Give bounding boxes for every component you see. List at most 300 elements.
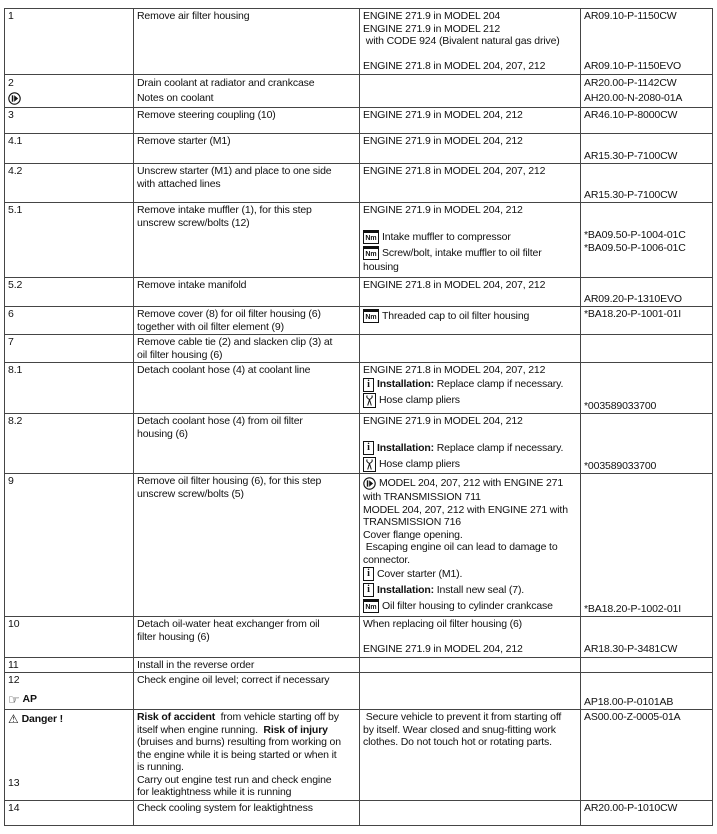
condition-cell: [360, 474, 581, 616]
cell-line: [8, 336, 130, 349]
cell-line: [584, 60, 709, 73]
cell-line: [137, 749, 356, 762]
document-cell: [581, 673, 712, 709]
cell-line: [8, 618, 130, 631]
cell-text: Remove starter (M1): [137, 135, 231, 147]
cell-line: [584, 293, 709, 306]
step-cell: [5, 108, 134, 133]
cell-line: [584, 802, 709, 815]
cell-line: [584, 603, 709, 616]
cell-line: [584, 308, 709, 321]
description-cell: [134, 203, 360, 277]
cell-line: [8, 692, 130, 708]
step-cell: [5, 658, 134, 673]
document-cell: [581, 108, 712, 133]
cell-text: unscrew screw/bolts (12): [137, 216, 250, 229]
cell-line: [363, 279, 577, 292]
cell-line: [137, 165, 356, 178]
cell-text: Detach coolant hose (4) from oil filter: [137, 415, 303, 427]
cell-line: [8, 308, 130, 321]
torque-nm-icon: Nm: [363, 230, 379, 244]
condition-cell: [360, 203, 581, 277]
cell-line: [584, 10, 709, 23]
description-cell: [134, 414, 360, 473]
cell-line: [363, 415, 577, 428]
table-row: [5, 363, 712, 414]
cell-line: [137, 618, 356, 631]
condition-cell: [360, 9, 581, 74]
cell-text: Hose clamp pliers: [379, 394, 460, 407]
cell-text: When replacing oil filter housing (6): [363, 618, 523, 630]
cell-text: Installation: Replace clamp if necessary.: [377, 441, 564, 454]
description-cell: [134, 710, 360, 800]
cell-text: Threaded cap to oil filter housing: [382, 309, 530, 322]
cell-line: [137, 724, 356, 737]
cell-text: AR09.10-P-1150EVO: [584, 60, 682, 72]
cell-line: [8, 659, 130, 672]
cell-text: 5.2: [8, 279, 23, 291]
table-row: [5, 474, 712, 617]
cell-text: Remove intake muffler (1), for this step: [137, 204, 312, 216]
description-cell: [134, 474, 360, 616]
cell-text: MODEL 204, 207, 212 with ENGINE 271: [379, 476, 564, 489]
cell-text: Check engine oil level; correct if necessary: [137, 674, 330, 686]
document-cell: [581, 203, 712, 277]
table-row: [5, 617, 712, 658]
description-cell: [134, 801, 360, 825]
cell-text: 10: [8, 618, 20, 630]
description-cell: [134, 617, 360, 657]
cell-line: [8, 765, 130, 778]
document-cell: [581, 363, 712, 413]
cell-text: *BA18.20-P-1001-01I: [584, 308, 681, 320]
cell-text: 9: [8, 475, 14, 487]
document-cell: [581, 617, 712, 657]
cell-text: ENGINE 271.9 in MODEL 204, 212: [363, 204, 523, 216]
cell-line: [137, 217, 356, 230]
cell-line: [363, 736, 577, 749]
torque-nm-icon: Nm: [363, 309, 379, 323]
cell-line: [8, 204, 130, 217]
document-cell: [581, 710, 712, 800]
cell-line: [137, 10, 356, 23]
cell-text: Remove oil filter housing (6), for this step: [137, 475, 322, 487]
clamp-pliers-icon: [363, 393, 376, 408]
cell-line: [137, 761, 356, 774]
step-cell: [5, 801, 134, 825]
document-cell: [581, 75, 712, 107]
cell-text: 6: [8, 308, 14, 320]
cell-line: [584, 76, 709, 91]
document-cell: [581, 335, 712, 362]
cell-line: [137, 774, 356, 787]
cell-text: Screw/bolt, intake muffler to oil filter: [382, 246, 542, 259]
document-cell: [581, 474, 712, 616]
condition-cell: [360, 658, 581, 673]
table-row: [5, 203, 712, 278]
condition-cell: [360, 801, 581, 825]
document-cell: [581, 9, 712, 74]
condition-cell: [360, 710, 581, 800]
cell-text: 4.1: [8, 135, 23, 147]
cell-text: 8.2: [8, 415, 23, 427]
cell-text: connector.: [363, 553, 410, 566]
step-cell: [5, 75, 134, 107]
cell-line: [363, 711, 577, 724]
cell-text: housing (6): [137, 427, 188, 440]
condition-cell: [360, 307, 581, 334]
cell-text: Detach coolant hose (4) at coolant line: [137, 364, 311, 376]
cell-text: is running.: [137, 761, 184, 773]
cell-text: *003589033700: [584, 459, 657, 472]
document-cell: [581, 801, 712, 825]
cell-line: [363, 60, 577, 73]
cell-text: Unscrew starter (M1) and place to one side: [137, 165, 332, 177]
cell-line: [137, 659, 356, 672]
cell-text: ENGINE 271.8 in MODEL 204, 207, 212: [363, 165, 546, 177]
cell-text: *BA18.20-P-1002-01I: [584, 602, 681, 615]
step-cell: [5, 203, 134, 277]
cell-line: [363, 598, 577, 614]
cell-line: [584, 150, 709, 163]
cell-text: AR46.10-P-8000CW: [584, 109, 678, 121]
cell-line: [137, 91, 356, 106]
cell-text: AH20.00-N-2080-01A: [584, 92, 683, 104]
cell-line: [8, 91, 130, 106]
clamp-pliers-icon: [363, 457, 376, 472]
cell-text: filter housing (6): [137, 630, 210, 643]
cell-text: AR09.10-P-1150CW: [584, 10, 677, 22]
description-cell: [134, 335, 360, 362]
cell-line: [137, 674, 356, 687]
cell-line: [584, 460, 709, 473]
description-cell: [134, 108, 360, 133]
step-cell: [5, 710, 134, 800]
cell-text: Intake muffler to compressor: [382, 230, 511, 243]
cell-text: 13: [8, 777, 20, 789]
cell-text: 4.2: [8, 165, 23, 177]
step-cell: [5, 134, 134, 163]
table-row: [5, 673, 712, 710]
cell-text: together with oil filter element (9): [137, 320, 284, 333]
cell-text: with attached lines: [137, 177, 221, 190]
document-cell: [581, 307, 712, 334]
cell-line: [8, 109, 130, 122]
document-cell: [581, 658, 712, 673]
cell-line: [363, 165, 577, 178]
cell-text: Cover flange opening.: [363, 528, 463, 541]
step-cell: [5, 335, 134, 362]
table-row: [5, 710, 712, 801]
cell-line: [137, 631, 356, 644]
cell-text: 7: [8, 336, 14, 348]
step-cell: [5, 307, 134, 334]
cell-text: 1: [8, 10, 14, 22]
cell-line: [137, 802, 356, 815]
cell-text: Risk of accident from vehicle starting off by: [137, 711, 339, 723]
cell-text: AR15.30-P-7100CW: [584, 188, 678, 201]
cell-line: [137, 415, 356, 428]
cell-text: Check cooling system for leaktightness: [137, 801, 313, 814]
cell-text: AR20.00-P-1010CW: [584, 801, 678, 814]
info-icon: i: [363, 378, 374, 392]
table-row: [5, 658, 712, 674]
cell-line: [363, 724, 577, 737]
document-cell: [581, 278, 712, 306]
cell-text: ENGINE 271.8 in MODEL 204, 207, 212: [363, 60, 546, 72]
table-row: [5, 75, 712, 108]
table-row: [5, 108, 712, 134]
cell-text: unscrew screw/bolts (5): [137, 487, 244, 500]
step-cell: [5, 278, 134, 306]
cell-line: [137, 76, 356, 91]
cell-text: 2: [8, 77, 14, 89]
cell-text: Secure vehicle to prevent it from starting off: [363, 711, 562, 723]
cell-line: [363, 554, 577, 567]
cell-line: [584, 643, 709, 656]
cell-line: [363, 23, 577, 36]
cell-text: AP18.00-P-0101AB: [584, 695, 674, 708]
cell-line: [363, 643, 577, 656]
cell-line: [8, 76, 130, 91]
cell-line: [137, 178, 356, 191]
step-cell: [5, 363, 134, 413]
cell-line: [8, 711, 130, 727]
cell-line: [137, 736, 356, 749]
table-row: [5, 307, 712, 335]
table-row: [5, 335, 712, 363]
step-cell: [5, 617, 134, 657]
info-icon: i: [363, 583, 374, 597]
cell-text: (bruises and burns) resulting from working on: [137, 736, 341, 748]
condition-cell: [360, 108, 581, 133]
condition-cell: [360, 278, 581, 306]
cell-line: [363, 456, 577, 472]
document-cell: [581, 164, 712, 202]
cell-line: [584, 35, 709, 48]
cell-line: [363, 618, 577, 631]
cell-line: [8, 727, 130, 740]
cell-text: Detach oil-water heat exchanger from oil: [137, 618, 320, 630]
cell-line: [584, 229, 709, 242]
cell-text: Notes on coolant: [137, 92, 214, 104]
cell-line: [363, 377, 577, 393]
cell-line: [584, 91, 709, 106]
cell-text: 12: [8, 674, 20, 686]
cell-line: [363, 516, 577, 529]
cell-line: [8, 10, 130, 23]
table-row: [5, 9, 712, 75]
cell-line: [584, 109, 709, 122]
cell-line: [584, 696, 709, 709]
cell-text: with TRANSMISSION 711: [363, 491, 481, 503]
cell-text: for leaktightness while it is running: [137, 786, 292, 798]
hand-pointer-icon: ☞: [8, 692, 20, 707]
cell-text: Drain coolant at radiator and crankcase: [137, 77, 315, 89]
cell-text: Danger !: [21, 712, 63, 725]
torque-nm-icon: Nm: [363, 599, 379, 613]
condition-cell: [360, 134, 581, 163]
description-cell: [134, 134, 360, 163]
description-cell: [134, 278, 360, 306]
step-cell: [5, 414, 134, 473]
cell-text: 14: [8, 801, 20, 814]
cell-line: [137, 428, 356, 441]
cell-line: [137, 364, 356, 377]
cell-line: [363, 582, 577, 598]
step-cell: [5, 164, 134, 202]
cell-line: [8, 777, 130, 790]
cell-line: [363, 35, 577, 48]
table-row: [5, 278, 712, 307]
cell-text: 8.1: [8, 364, 23, 376]
cell-text: ENGINE 271.9 in MODEL 212: [363, 22, 501, 35]
condition-cell: [360, 673, 581, 709]
info-icon: i: [363, 567, 374, 581]
cell-line: [137, 336, 356, 349]
cell-text: MODEL 204, 207, 212 with ENGINE 271 with: [363, 503, 568, 516]
cell-text: Remove intake manifold: [137, 279, 247, 291]
cell-line: [137, 279, 356, 292]
document-cell: [581, 134, 712, 163]
cell-text: ENGINE 271.9 in MODEL 204: [363, 10, 501, 22]
cell-line: [584, 204, 709, 217]
cell-text: Remove air filter housing: [137, 10, 250, 22]
cell-text: the engine while it is being started or when it: [137, 748, 337, 761]
cell-line: [363, 229, 577, 245]
cell-text: ENGINE 271.9 in MODEL 204, 212: [363, 109, 523, 121]
cell-line: [363, 217, 577, 230]
cell-text: AS00.00-Z-0005-01A: [584, 711, 681, 723]
cell-line: [363, 566, 577, 582]
cell-line: [8, 279, 130, 292]
condition-cell: [360, 617, 581, 657]
cell-line: [363, 204, 577, 217]
cell-line: [8, 752, 130, 765]
cell-text: Remove cover (8) for oil filter housing (6): [137, 308, 321, 320]
cell-text: oil filter housing (6): [137, 348, 223, 361]
cell-text: Installation: Install new seal (7).: [377, 583, 525, 596]
cell-text: *003589033700: [584, 399, 657, 412]
cell-text: ENGINE 271.8 in MODEL 204, 207, 212: [363, 279, 546, 291]
cell-text: ENGINE 271.9 in MODEL 204, 212: [363, 643, 523, 655]
cell-text: AR15.30-P-7100CW: [584, 149, 678, 162]
description-cell: [134, 9, 360, 74]
cell-line: [584, 242, 709, 255]
cell-text: *BA09.50-P-1006-01C: [584, 241, 686, 254]
cell-line: [363, 261, 577, 274]
document-cell: [581, 414, 712, 473]
condition-cell: [360, 363, 581, 413]
cell-line: [137, 349, 356, 362]
cell-text: clothes. Do not touch hot or rotating parts.: [363, 736, 552, 748]
step-cell: [5, 673, 134, 709]
cell-line: [137, 321, 356, 334]
circled-arrow-icon: [8, 92, 21, 105]
cell-text: Hose clamp pliers: [379, 457, 460, 470]
cell-line: [363, 631, 577, 644]
cell-text: Remove cable tie (2) and slacken clip (3) at: [137, 336, 333, 348]
cell-line: [363, 364, 577, 377]
cell-line: [8, 364, 130, 377]
cell-text: AR20.00-P-1142CW: [584, 77, 677, 89]
table-row: [5, 414, 712, 474]
description-cell: [134, 363, 360, 413]
description-cell: [134, 673, 360, 709]
description-cell: [134, 75, 360, 107]
cell-text: 11: [8, 658, 19, 671]
cell-text: ENGINE 271.9 in MODEL 204, 212: [363, 135, 523, 147]
cell-text: TRANSMISSION 716: [363, 516, 461, 528]
cell-text: Escaping engine oil can lead to damage to: [363, 541, 558, 553]
cell-text: Remove steering coupling (10): [137, 109, 276, 121]
cell-text: 5.1: [8, 204, 23, 216]
cell-text: itself when engine running. Risk of injury: [137, 723, 328, 736]
condition-cell: [360, 335, 581, 362]
cell-line: [137, 109, 356, 122]
cell-line: [363, 428, 577, 441]
cell-line: [363, 308, 577, 324]
description-cell: [134, 658, 360, 673]
cell-line: [8, 415, 130, 428]
cell-text: housing: [363, 261, 399, 273]
cell-line: [584, 217, 709, 230]
warning-triangle-icon: ⚠: [8, 712, 19, 726]
cell-text: 3: [8, 109, 14, 121]
cell-line: [8, 674, 130, 687]
cell-line: [363, 475, 577, 491]
cell-text: Cover starter (M1).: [377, 567, 463, 580]
cell-text: ENGINE 271.8 in MODEL 204, 207, 212: [363, 364, 546, 376]
cell-line: [584, 711, 709, 724]
cell-line: [137, 711, 356, 724]
torque-nm-icon: Nm: [363, 246, 379, 260]
cell-line: [584, 48, 709, 61]
description-cell: [134, 307, 360, 334]
cell-line: [584, 189, 709, 202]
cell-text: AR18.30-P-3481CW: [584, 643, 678, 655]
cell-text: by itself. Wear closed and snug-fitting work: [363, 723, 556, 736]
description-cell: [134, 164, 360, 202]
cell-line: [137, 786, 356, 799]
cell-line: [137, 308, 356, 321]
cell-line: [137, 488, 356, 501]
table-row: [5, 164, 712, 203]
cell-line: [363, 48, 577, 61]
cell-line: [363, 541, 577, 554]
cell-line: [363, 529, 577, 542]
cell-text: *BA09.50-P-1004-01C: [584, 229, 686, 241]
cell-text: Install in the reverse order: [137, 658, 255, 671]
cell-text: Installation: Replace clamp if necessary.: [377, 378, 564, 391]
cell-line: [363, 393, 577, 409]
cell-line: [8, 740, 130, 753]
condition-cell: [360, 75, 581, 107]
cell-text: AP: [22, 693, 37, 706]
cell-line: [363, 440, 577, 456]
cell-line: [8, 475, 130, 488]
condition-cell: [360, 164, 581, 202]
table-row: [5, 801, 712, 825]
step-cell: [5, 474, 134, 616]
table-row: [5, 134, 712, 164]
cell-line: [584, 23, 709, 36]
cell-line: [363, 10, 577, 23]
condition-cell: [360, 414, 581, 473]
cell-line: [8, 165, 130, 178]
info-icon: i: [363, 441, 374, 455]
cell-text: Oil filter housing to cylinder crankcase: [382, 599, 553, 612]
